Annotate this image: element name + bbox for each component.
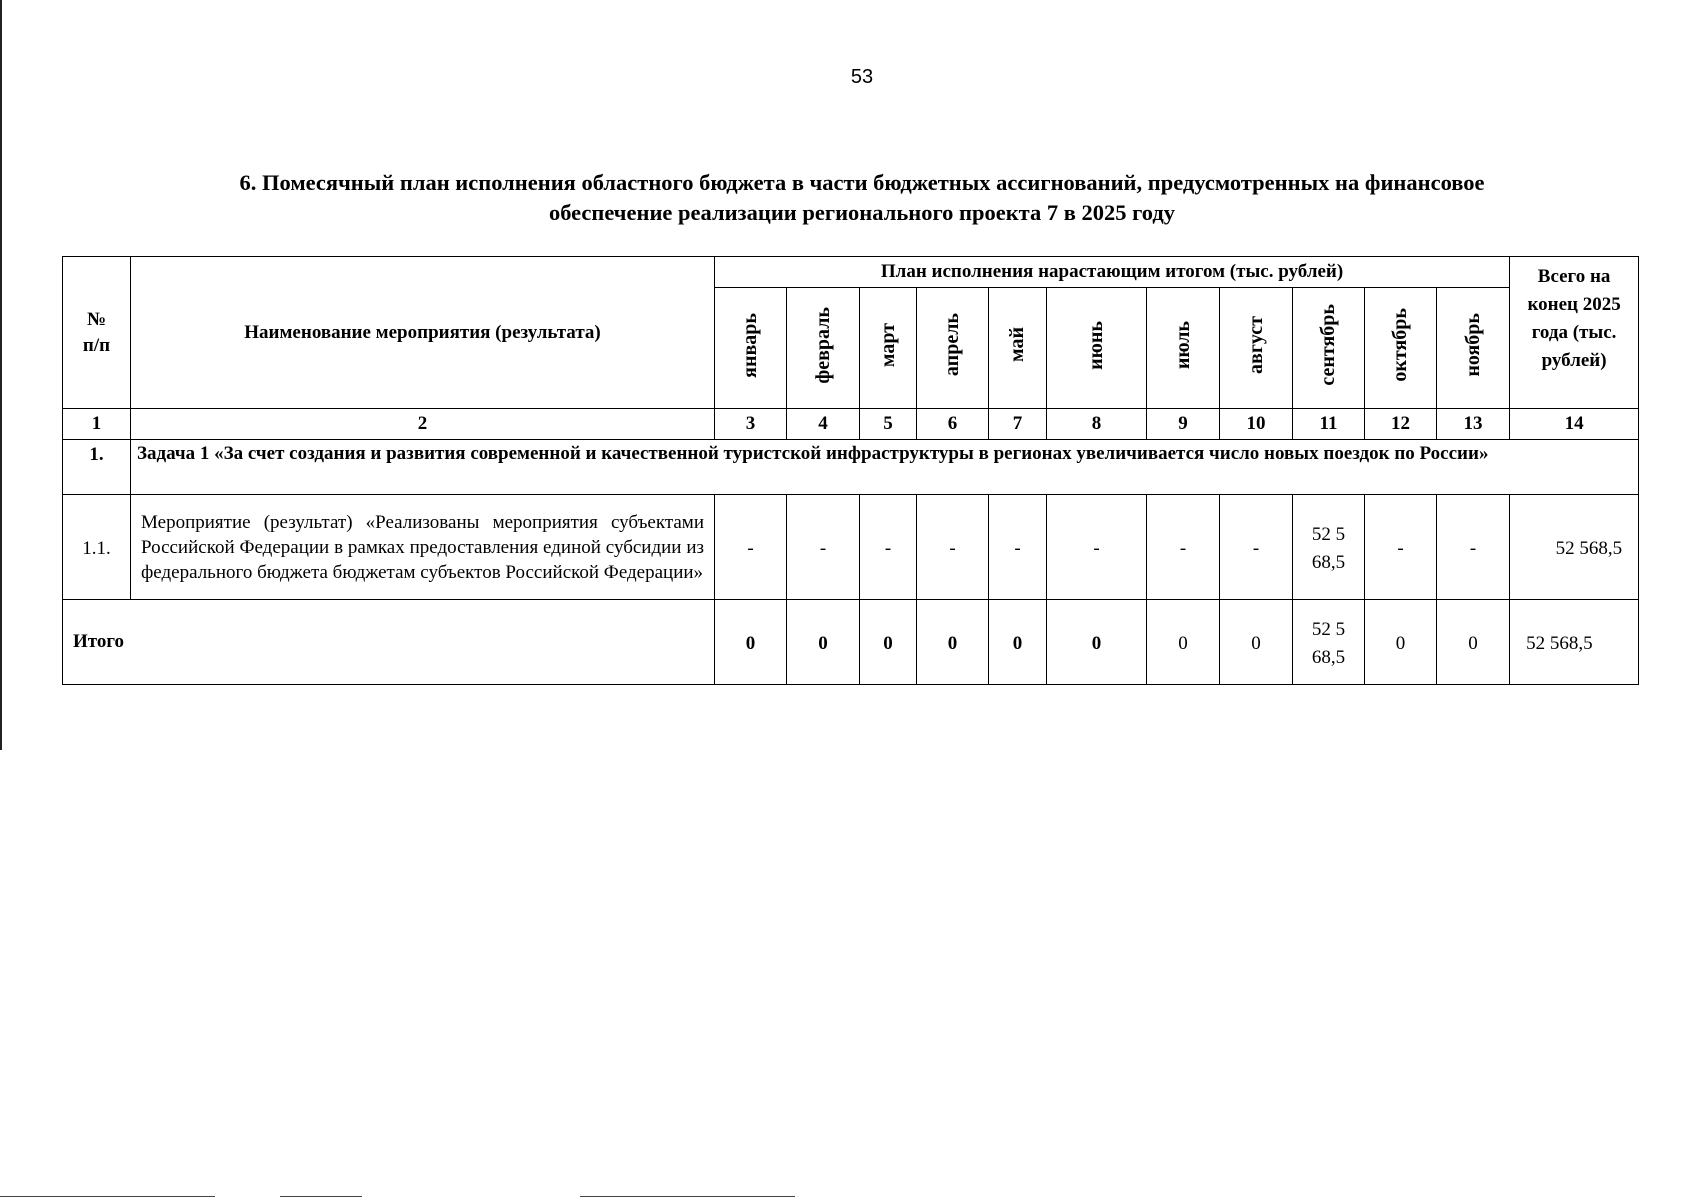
header-total-label: Всего на конец 2025 года (тыс. рублей): [1527, 266, 1621, 371]
title-line-1: 6. Помесячный план исполнения областного бюджета в части бюджетных ассигнований, предусмотренных на финансовое: [239, 170, 1485, 195]
month-label: сентябрь: [1317, 304, 1339, 386]
column-index-cell: 14: [1510, 409, 1639, 440]
month-label: август: [1244, 316, 1267, 374]
footer-line-3: [580, 1196, 795, 1197]
month-label: май: [1006, 327, 1028, 363]
month-label: июнь: [1085, 320, 1107, 370]
footer-line-2: [280, 1196, 362, 1197]
summary-value-cell: 0: [1437, 600, 1510, 685]
summary-value-cell: 0: [917, 600, 989, 685]
summary-value-cell: 52 5 68,5: [1293, 600, 1365, 685]
month-label: апрель: [941, 313, 963, 377]
header-total: [1510, 257, 1639, 409]
summary-row: [63, 600, 1639, 685]
header-row-1: [63, 257, 1639, 288]
task-text: Задача 1 «За счет создания и развития современной и качественной туристской инфраструктуры в регионах увеличивается число новых поездок по России»: [131, 440, 1639, 495]
title-line-2: обеспечение реализации регионального проекта 7 в 2025 году: [548, 200, 1176, 225]
month-header: [715, 288, 787, 409]
budget-plan-table: [62, 256, 1639, 685]
item-value-cell: -: [715, 495, 787, 600]
column-index-cell: 4: [787, 409, 860, 440]
column-index-cell: 13: [1437, 409, 1510, 440]
item-value-cell: -: [989, 495, 1047, 600]
item-text: Мероприятие (результат) «Реализованы мероприятия субъектами Российской Федерации в рамках предоставления единой субсидии из федерального бюджета бюджетам субъектов Российской Федерации»: [131, 495, 715, 600]
month-header: [1293, 288, 1365, 409]
column-index-cell: 11: [1293, 409, 1365, 440]
item-num: 1.1.: [63, 495, 131, 600]
item-value-cell: -: [1147, 495, 1220, 600]
task-num: 1.: [63, 440, 131, 495]
column-index-cell: 6: [917, 409, 989, 440]
footer-line-1: [0, 1196, 215, 1197]
item-value-cell: -: [860, 495, 917, 600]
month-header: [1365, 288, 1437, 409]
item-row: [63, 495, 1639, 600]
month-header: [1220, 288, 1293, 409]
column-index-cell: 12: [1365, 409, 1437, 440]
item-value-cell: 52 5 68,5: [1293, 495, 1365, 600]
month-label: февраль: [811, 306, 834, 384]
summary-total-cell: 52 568,5: [1510, 600, 1639, 685]
item-total-cell: 52 568,5: [1510, 495, 1639, 600]
column-index-cell: 2: [131, 409, 715, 440]
month-label: июль: [1171, 320, 1194, 370]
month-header: [1437, 288, 1510, 409]
item-value-cell: -: [1220, 495, 1293, 600]
month-header: [1147, 288, 1220, 409]
summary-value-cell: 0: [1047, 600, 1147, 685]
month-label: январь: [739, 312, 761, 378]
summary-value-cell: 0: [989, 600, 1047, 685]
month-label: октябрь: [1389, 308, 1411, 382]
task-row: [63, 440, 1639, 495]
month-header: [989, 288, 1047, 409]
column-index-cell: 9: [1147, 409, 1220, 440]
summary-value-cell: 0: [787, 600, 860, 685]
header-num: [63, 257, 131, 409]
item-value-cell: -: [1365, 495, 1437, 600]
month-header: [917, 288, 989, 409]
month-header: [1047, 288, 1147, 409]
summary-value-cell: 0: [1147, 600, 1220, 685]
summary-value-cell: 0: [1365, 600, 1437, 685]
summary-value-cell: 0: [1220, 600, 1293, 685]
column-index-cell: 7: [989, 409, 1047, 440]
page-edge-rule: [0, 0, 2, 750]
item-value-cell: -: [1047, 495, 1147, 600]
column-index-cell: 1: [63, 409, 131, 440]
header-name: Наименование мероприятия (результата): [131, 257, 715, 409]
item-value-cell: -: [787, 495, 860, 600]
month-label: март: [876, 322, 899, 368]
item-value-cell: -: [1437, 495, 1510, 600]
column-index-cell: 8: [1047, 409, 1147, 440]
month-header: [860, 288, 917, 409]
column-index-cell: 5: [860, 409, 917, 440]
document-title: [100, 168, 1624, 228]
header-plan: План исполнения нарастающим итогом (тыс. рублей): [715, 257, 1510, 288]
summary-label: Итого: [63, 600, 715, 685]
column-index-row: [63, 409, 1639, 440]
item-value-cell: -: [917, 495, 989, 600]
summary-value-cell: 0: [860, 600, 917, 685]
month-label: ноябрь: [1461, 313, 1484, 377]
page-number: 53: [850, 66, 874, 88]
header-num-label: № п/п: [82, 308, 111, 356]
month-header: [787, 288, 860, 409]
summary-value-cell: 0: [715, 600, 787, 685]
column-index-cell: 3: [715, 409, 787, 440]
column-index-cell: 10: [1220, 409, 1293, 440]
